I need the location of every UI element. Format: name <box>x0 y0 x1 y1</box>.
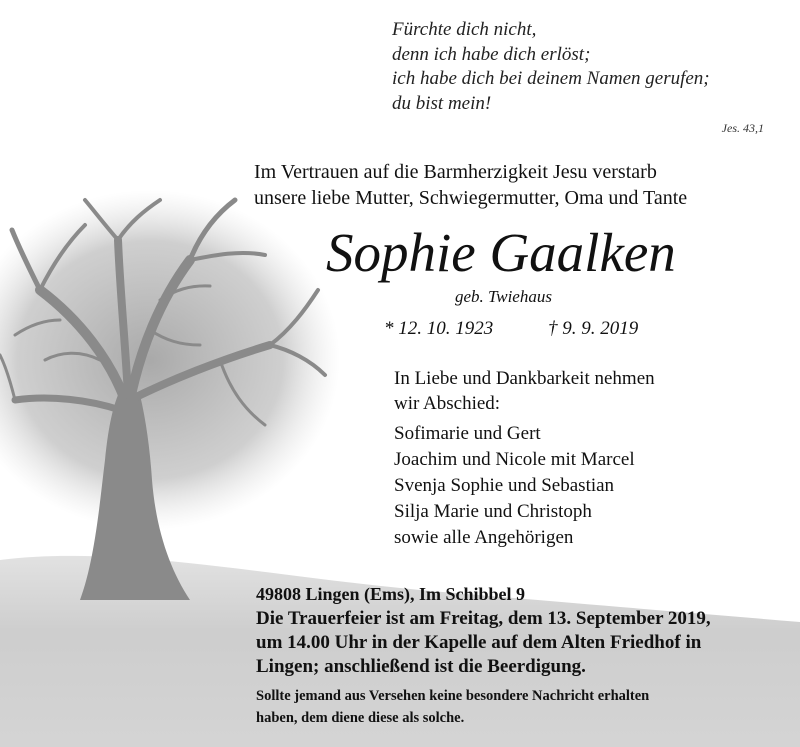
verse-reference: Jes. 43,1 <box>721 121 764 135</box>
notice-note <box>256 685 796 729</box>
verse-line: ich habe dich bei deinem Namen gerufen; <box>392 68 710 89</box>
verse-line: du bist mein! <box>392 92 492 114</box>
note-line: haben, dem diene diese als solche. <box>256 710 465 726</box>
family-member: Silja Marie und Christoph <box>394 501 592 522</box>
birth-name: geb. Twiehaus <box>455 287 552 306</box>
address: 49808 Lingen (Ems), Im Schibbel 9 <box>256 584 526 604</box>
farewell-text <box>394 366 774 416</box>
verse-line: Fürchte dich nicht, <box>392 19 537 40</box>
tree-crown <box>0 190 340 530</box>
ceremony-line: Die Trauerfeier ist am Freitag, dem 13. September 2019, <box>256 608 711 629</box>
ceremony-line: um 14.00 Uhr in der Kapelle auf dem Alten Friedhof in <box>256 632 702 653</box>
verse-line: denn ich habe dich erlöst; <box>392 43 591 65</box>
farewell-line: wir Abschied: <box>394 393 501 414</box>
intro-text <box>254 159 794 211</box>
family-member: sowie alle Angehörigen <box>394 527 574 548</box>
family-member: Sofimarie und Gert <box>394 423 541 444</box>
intro-line: Im Vertrauen auf die Barmherzigkeit Jesu verstarb <box>254 161 657 183</box>
deceased-name: Sophie Gaalken <box>326 222 676 283</box>
birth-date: * 12. 10. 1923 <box>384 318 494 339</box>
death-date: † 9. 9. 2019 <box>548 318 639 339</box>
note-line: Sollte jemand aus Versehen keine besondere Nachricht erhalten <box>256 688 650 704</box>
farewell-line: In Liebe und Dankbarkeit nehmen <box>394 368 655 389</box>
family-member: Svenja Sophie und Sebastian <box>394 475 615 496</box>
family-member: Joachim und Nicole mit Marcel <box>394 449 635 470</box>
ceremony-info <box>256 607 796 679</box>
intro-line: unsere liebe Mutter, Schwiegermutter, Oma und Tante <box>254 187 688 209</box>
bible-verse <box>392 18 762 116</box>
ceremony-line: Lingen; anschließend ist die Beerdigung. <box>256 656 586 677</box>
family-list <box>394 421 774 551</box>
